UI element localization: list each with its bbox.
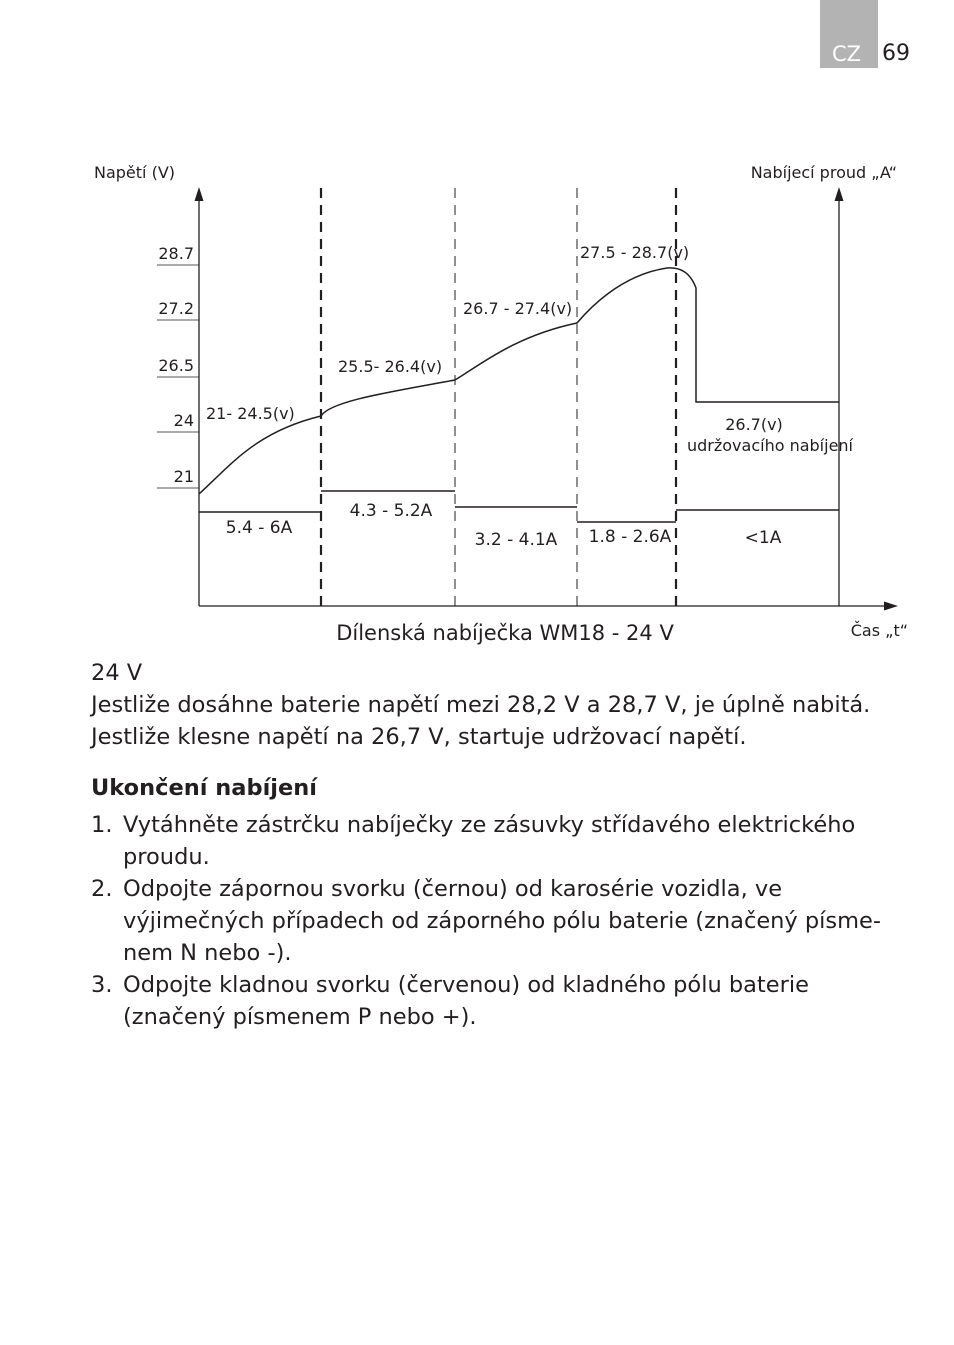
voltage-label-2: 25.5- 26.4(v) [338, 357, 443, 376]
y-tick-label: 21 [173, 467, 194, 486]
list-item [91, 873, 891, 969]
y-tick-label: 24 [173, 411, 194, 430]
step-text: Odpojte zápornou svorku (černou) od karosérie vozidla, ve výjimečných případech od záporného pólu baterie (značený písme-nem N nebo -). [123, 876, 882, 966]
list-item [91, 809, 891, 873]
section-heading: Ukončení nabíjení [91, 775, 317, 801]
step-text: Vytáhněte zástrčku nabíječky ze zásuvky střídavého elektrického proudu. [123, 812, 856, 870]
x-axis-arrow [884, 602, 898, 611]
step-text: Odpojte kladnou svorku (červenou) od kladného pólu baterie (značený písmenem P nebo +). [123, 972, 809, 1030]
y-axis-right-arrow [835, 187, 844, 201]
charging-chart [0, 0, 954, 660]
y-ticks [157, 244, 199, 488]
step-number: 3. [91, 972, 113, 998]
step-number: 2. [91, 876, 113, 902]
step-number: 1. [91, 812, 113, 838]
y-left-label: Napětí (V) [94, 163, 176, 182]
chart-title: Dílenská nabíječka WM18 - 24 V [336, 621, 674, 645]
voltage-label-1: 21- 24.5(v) [206, 404, 295, 423]
page-number: 69 [882, 41, 910, 66]
voltage-label-5: 26.7(v) [725, 415, 783, 434]
y-tick-label: 28.7 [158, 244, 194, 263]
voltage-sublabel-5: udržovacího nabíjení [686, 436, 854, 455]
current-label-4: 1.8 - 2.6A [588, 527, 672, 547]
steps-list [91, 809, 891, 1033]
y-axis-left-arrow [195, 187, 204, 201]
current-label-5: <1A [744, 528, 782, 548]
x-label: Čas „t“ [850, 621, 908, 640]
intro-line-2: Jestliže dosáhne baterie napětí mezi 28,2 V a 28,7 V, je úplně nabitá. [91, 692, 871, 718]
y-tick-label: 26.5 [158, 356, 194, 375]
current-steps [199, 491, 839, 522]
steps-list-container [91, 809, 891, 1033]
y-tick-label: 27.2 [158, 299, 194, 318]
current-label-3: 3.2 - 4.1A [474, 530, 558, 550]
intro-line-3: Jestliže klesne napětí na 26,7 V, startuje udržovací napětí. [91, 724, 747, 750]
current-label-1: 5.4 - 6A [225, 518, 293, 538]
intro-text [91, 657, 891, 753]
list-item [91, 969, 891, 1033]
current-label-2: 4.3 - 5.2A [349, 501, 433, 521]
y-right-label: Nabíjecí proud „A“ [750, 163, 897, 182]
intro-line-1: 24 V [91, 660, 143, 686]
voltage-label-3: 26.7 - 27.4(v) [463, 299, 573, 318]
voltage-label-4: 27.5 - 28.7(v) [580, 243, 690, 262]
language-code: CZ [832, 42, 862, 66]
